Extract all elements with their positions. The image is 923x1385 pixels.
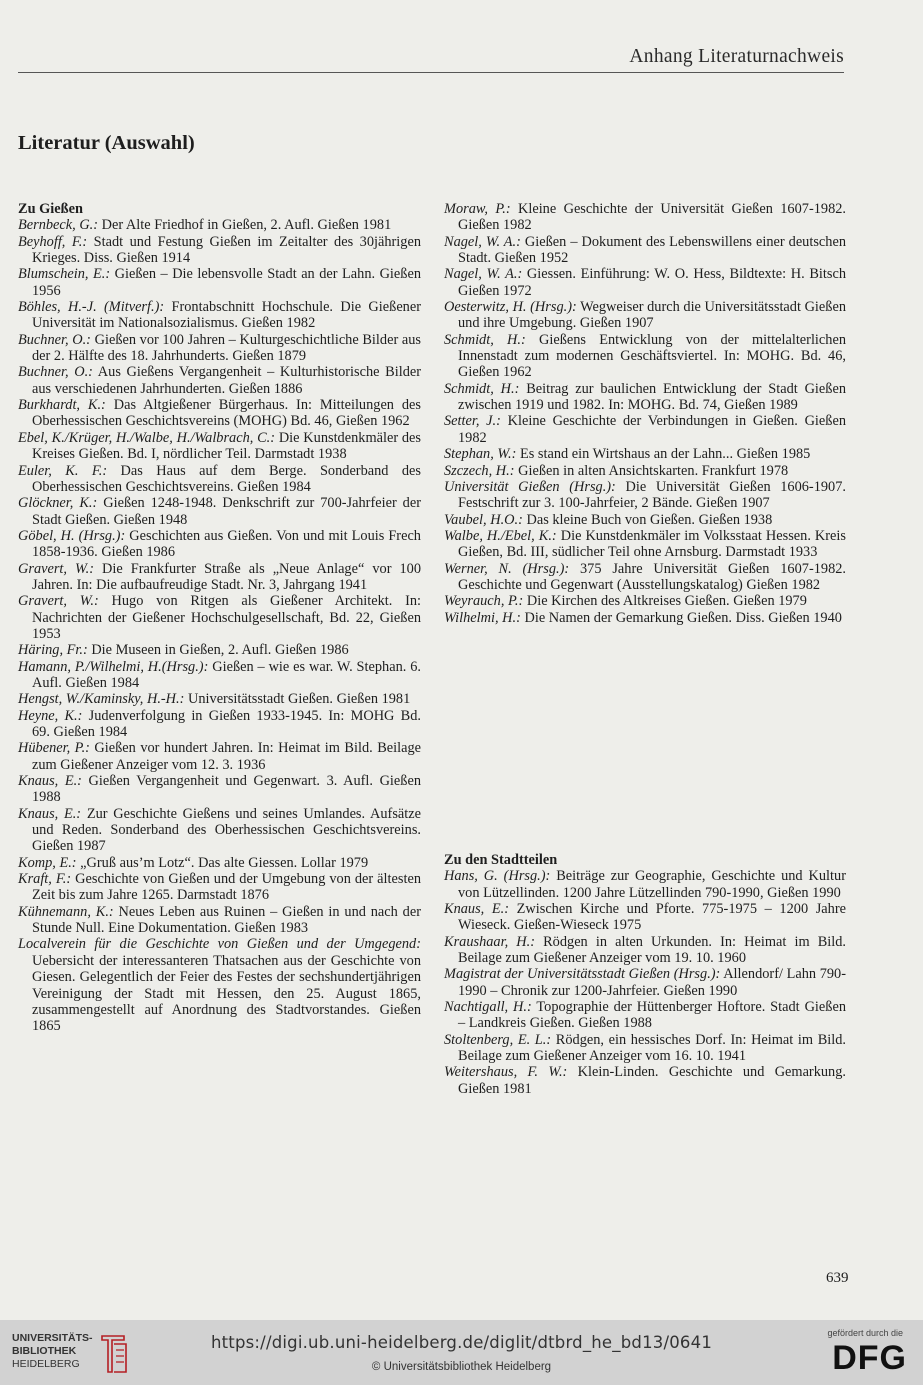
reference-author: Schmidt, H.: — [444, 380, 520, 397]
dfg-logo[interactable]: DFG — [832, 1339, 907, 1377]
reference-text: Zwischen Kirche und Pforte. 775-1975 – 1200 Jahre Wieseck. Gießen-Wieseck 1975 — [458, 901, 846, 934]
reference-author: Ebel, K./Krüger, H./Walbe, H./Walbrach, C.: — [18, 429, 276, 446]
header-rule — [18, 72, 844, 73]
reference-entry — [444, 201, 846, 234]
reference-entry — [444, 381, 846, 414]
reference-entry — [444, 561, 846, 594]
reference-list-giessen-continued — [444, 201, 846, 626]
reference-text: Die Kunstdenkmäler im Volksstaat Hessen. Kreis Gießen, Bd. III, südlicher Teil ohne Arnsburg. Darmstadt 1933 — [458, 527, 846, 561]
reference-text: Geschichte von Gießen und der Umgebung von der ältesten Zeit bis zum Jahre 1265. Darmstadt 1876 — [32, 871, 421, 904]
reference-text: Die Universität Gießen 1606-1907. Festschrift zur 3. 100-Jahrfeier, 2 Bände. Gießen 1907 — [458, 478, 846, 512]
reference-text: Die Museen in Gießen, 2. Aufl. Gießen 1986 — [91, 642, 349, 659]
reference-entry — [18, 691, 421, 707]
reference-author: Stoltenberg, E. L.: — [444, 1031, 552, 1048]
reference-author: Hans, G. (Hrsg.): — [444, 868, 551, 885]
reference-entry — [444, 868, 846, 901]
reference-author: Kraft, F.: — [18, 871, 72, 888]
reference-entry — [18, 234, 421, 267]
reference-text: Das kleine Buch von Gießen. Gießen 1938 — [526, 511, 773, 528]
reference-entry — [18, 463, 421, 496]
reference-entry — [444, 266, 846, 299]
reference-entry — [18, 528, 421, 561]
reference-author: Burkhardt, K.: — [18, 397, 106, 414]
right-column-bottom — [444, 852, 846, 1097]
reference-text: Gießen 1248-1948. Denkschrift zur 700-Jahrfeier der Stadt Gießen. Gießen 1948 — [32, 495, 421, 528]
reference-entry — [444, 234, 846, 267]
reference-author: Wilhelmi, H.: — [444, 609, 521, 626]
copyright-text: © Universitätsbibliothek Heidelberg — [371, 1361, 552, 1373]
reference-author: Nachtigall, H.: — [444, 999, 532, 1016]
reference-text: Die Kunstdenkmäler des Kreises Gießen. Bd. I, nördlicher Teil. Darmstadt 1938 — [32, 429, 421, 463]
reference-author: Stephan, W.: — [444, 446, 517, 463]
section-heading-stadtteile: Zu den Stadtteilen — [444, 852, 558, 868]
reference-author: Blumschein, E.: — [18, 266, 111, 283]
reference-text: 375 Jahre Universität Gießen 1607-1982. Geschichte und Gegenwart (Ausstellungskatalog) Gießen 1982 — [458, 560, 846, 593]
reference-text: Gießen – wie es war. W. Stephan. 6. Aufl. Gießen 1984 — [32, 658, 421, 691]
reference-author: Buchner, O.: — [18, 331, 91, 348]
reference-text: „Gruß aus’m Lotz“. Das alte Giessen. Lollar 1979 — [80, 854, 369, 871]
reference-author: Setter, J.: — [444, 413, 501, 430]
reference-entry — [18, 708, 421, 741]
reference-text: Es stand ein Wirtshaus an der Lahn... Gießen 1985 — [519, 446, 811, 463]
reference-text: Die Namen der Gemarkung Gießen. Diss. Gießen 1940 — [524, 609, 842, 626]
logo-line-1: UNIVERSITÄTS- — [12, 1332, 93, 1344]
reference-entry — [18, 871, 421, 904]
reference-entry — [444, 479, 846, 512]
reference-text: Topographie der Hüttenberger Hoftore. Stadt Gießen – Landkreis Gießen. Gießen 1988 — [458, 999, 846, 1032]
reference-entry — [18, 806, 421, 855]
running-head: Anhang Literaturnachweis — [629, 46, 844, 67]
reference-author: Gravert, W.: — [18, 593, 99, 610]
reference-text: Die Frankfurter Straße als „Neue Anlage“ vor 100 Jahren. In: Die aufbaufreudige Stadt. Nr. 3, Jahrgang 1941 — [32, 560, 422, 593]
reference-author: Oesterwitz, H. (Hrsg.): — [444, 299, 577, 316]
reference-entry — [444, 934, 846, 967]
reference-list-stadtteile — [444, 868, 846, 1097]
reference-entry — [444, 299, 846, 332]
reference-text: Gießen in alten Ansichtskarten. Frankfurt 1978 — [518, 462, 789, 479]
right-column-top — [444, 201, 846, 626]
reference-text: Kleine Geschichte der Verbindungen in Gießen. Gießen 1982 — [458, 413, 846, 446]
reference-text: Stadt und Festung Gießen im Zeitalter des 30jährigen Krieges. Diss. Gießen 1914 — [32, 233, 421, 267]
reference-entry — [444, 446, 846, 462]
reference-entry — [444, 1032, 846, 1065]
reference-entry — [18, 936, 421, 1034]
reference-author: Glöckner, K.: — [18, 495, 98, 512]
reference-entry — [444, 610, 846, 626]
reference-author: Werner, N. (Hrsg.): — [444, 560, 570, 577]
reference-list-giessen — [18, 217, 421, 1034]
reference-entry — [444, 413, 846, 446]
reference-author: Böhles, H.-J. (Mitverf.): — [18, 299, 165, 316]
sponsor-caption: gefördert durch die — [827, 1328, 903, 1338]
reference-text: Gießen – Dokument des Lebenswillens einer deutschen Stadt. Gießen 1952 — [458, 233, 846, 267]
document-url-link[interactable]: https://digi.ub.uni-heidelberg.de/diglit/dtbrd_he_bd13/0641 — [210, 1333, 713, 1352]
page-title: Literatur (Auswahl) — [18, 132, 195, 154]
reference-entry — [444, 966, 846, 999]
reference-entry — [18, 266, 421, 299]
reference-entry — [18, 904, 421, 937]
reference-author: Kraushaar, H.: — [444, 933, 535, 950]
reference-text: Giessen. Einführung: W. O. Hess, Bildtexte: H. Bitsch Gießen 1972 — [458, 266, 846, 299]
reference-entry — [444, 463, 846, 479]
reference-text: Beiträge zur Geographie, Geschichte und Kultur von Lützellinden. 1200 Jahre Lützellinden 790-1990, Gießen 1990 — [458, 868, 846, 901]
reference-entry — [18, 495, 421, 528]
reference-text: Rödgen, ein hessisches Dorf. In: Heimat im Bild. Beilage zum Gießener Anzeiger vom 16. 10. 1941 — [458, 1031, 846, 1065]
reference-author: Hamann, P./Wilhelmi, H.(Hrsg.): — [18, 658, 209, 675]
reference-entry — [18, 364, 421, 397]
reference-text: Neues Leben aus Ruinen – Gießen in und nach der Stunde Null. Eine Dokumentation. Gießen 1983 — [32, 903, 421, 937]
reference-text: Uebersicht der interessanteren Thatsachen aus der Geschichte von Giesen. Gelegentlich der Feier des Festes der sechshundertjährigen Vereinigung der Stadt mit Hessen, den 25. August 1865, zusammengestellt auf Anordnung des Stadtvorstandes. Gießen 1865 — [32, 952, 421, 1035]
reference-author: Buchner, O.: — [18, 364, 93, 381]
reference-text: Gießen vor 100 Jahren – Kulturgeschichtliche Bilder aus der 2. Hälfte des 18. Jahrhunderts. Gießen 1879 — [32, 331, 421, 365]
reference-text: Zur Geschichte Gießens und seines Umlandes. Aufsätze und Reden. Sonderband des Oberhessischen Geschichtsvereins. Gießen 1987 — [32, 805, 421, 855]
reference-author: Walbe, H./Ebel, K.: — [444, 527, 557, 544]
reference-author: Knaus, E.: — [18, 805, 82, 822]
reference-text: Gießen – Die lebensvolle Stadt an der Lahn. Gießen 1956 — [32, 266, 421, 299]
reference-entry — [18, 855, 421, 871]
section-heading-giessen: Zu Gießen — [18, 201, 83, 217]
reference-text: Wegweiser durch die Universitätsstadt Gießen und ihre Umgebung. Gießen 1907 — [458, 299, 846, 332]
reference-entry — [18, 659, 421, 692]
reference-author: Bernbeck, G.: — [18, 217, 99, 234]
reference-text: Aus Gießens Vergangenheit – Kulturhistorische Bilder aus verschiedenen Jahrhunderten. Gießen 1886 — [32, 364, 422, 397]
reference-text: Gießen Vergangenheit und Gegenwart. 3. Aufl. Gießen 1988 — [32, 773, 421, 806]
reference-entry — [18, 430, 421, 463]
reference-author: Magistrat der Universitätsstadt Gießen (Hrsg.): — [444, 966, 721, 983]
logo-line-3: HEIDELBERG — [12, 1358, 80, 1370]
reference-author: Knaus, E.: — [18, 773, 82, 790]
reference-entry — [18, 642, 421, 658]
reference-author: Nagel, W. A.: — [444, 266, 523, 283]
reference-entry — [18, 299, 421, 332]
reference-author: Nagel, W. A.: — [444, 233, 521, 250]
reference-author: Komp, E.: — [18, 854, 77, 871]
reference-text: Hugo von Ritgen als Gießener Architekt. In: Nachrichten der Gießener Hochschulgesellschaft, Bd. 22, Gießen 1953 — [32, 593, 422, 642]
reference-entry — [444, 512, 846, 528]
reference-text: Geschichten aus Gießen. Von und mit Louis Frech 1858-1936. Gießen 1986 — [32, 527, 421, 561]
reference-author: Kühnemann, K.: — [18, 903, 114, 920]
reference-text: Der Alte Friedhof in Gießen, 2. Aufl. Gießen 1981 — [101, 217, 392, 234]
reference-text: Beitrag zur baulichen Entwicklung der Stadt Gießen zwischen 1919 und 1982. In: MOHG. Bd. 74, Gießen 1989 — [458, 380, 846, 414]
reference-text: Frontabschnitt Hochschule. Die Gießener Universität im Nationalsozialismus. Gießen 1982 — [32, 299, 421, 332]
reference-author: Vaubel, H.O.: — [444, 511, 523, 528]
reference-entry — [18, 217, 421, 233]
footer-bar — [0, 1320, 923, 1385]
reference-author: Göbel, H. (Hrsg.): — [18, 527, 126, 544]
reference-author: Localverein für die Geschichte von Gießen und der Umgegend: — [18, 936, 421, 953]
reference-text: Die Kirchen des Altkreises Gießen. Gießen 1979 — [526, 593, 807, 610]
reference-author: Weyrauch, P.: — [444, 593, 524, 610]
reference-entry — [18, 593, 421, 642]
reference-entry — [444, 999, 846, 1032]
reference-entry — [18, 332, 421, 365]
reference-author: Hübener, P.: — [18, 740, 90, 757]
reference-entry — [18, 397, 421, 430]
reference-text: Klein-Linden. Geschichte und Gemarkung. Gießen 1981 — [458, 1064, 846, 1097]
reference-text: Kleine Geschichte der Universität Gießen 1607-1982. Gießen 1982 — [458, 201, 846, 234]
reference-author: Hengst, W./Kaminsky, H.-H.: — [18, 691, 185, 708]
reference-entry — [444, 1064, 846, 1097]
reference-entry — [18, 561, 421, 594]
reference-author: Häring, Fr.: — [18, 642, 88, 659]
reference-entry — [18, 740, 421, 773]
reference-author: Euler, K. F.: — [18, 462, 108, 479]
reference-text: Rödgen in alten Urkunden. In: Heimat im Bild. Beilage zum Gießener Anzeiger vom 19. 10. 1960 — [458, 933, 846, 967]
reference-author: Universität Gießen (Hrsg.): — [444, 478, 616, 495]
left-column — [18, 201, 421, 1035]
reference-entry — [18, 773, 421, 806]
reference-author: Heyne, K.: — [18, 707, 83, 724]
reference-author: Schmidt, H.: — [444, 331, 526, 348]
reference-text: Judenverfolgung in Gießen 1933-1945. In: MOHG Bd. 69. Gießen 1984 — [32, 707, 421, 740]
reference-entry — [444, 593, 846, 609]
reference-text: Universitätsstadt Gießen. Gießen 1981 — [188, 691, 411, 708]
reference-text: Das Haus auf dem Berge. Sonderband des Oberhessischen Geschichtsvereins. Gießen 1984 — [32, 462, 421, 495]
reference-text: Allendorf/ Lahn 790-1990 – Chronik zur 1200-Jahrfeier. Gießen 1990 — [458, 966, 847, 999]
logo-line-2: BIBLIOTHEK — [12, 1345, 77, 1357]
reference-author: Gravert, W.: — [18, 560, 95, 577]
reference-entry — [444, 901, 846, 934]
reference-entry — [444, 332, 846, 381]
reference-author: Weitershaus, F. W.: — [444, 1064, 568, 1081]
reference-entry — [444, 528, 846, 561]
reference-text: Das Altgießener Bürgerhaus. In: Mitteilungen des Oberhessischen Geschichtsvereins (MOHG) Bd. 46, Gießen 1962 — [32, 397, 421, 430]
page-number: 639 — [826, 1270, 849, 1286]
reference-author: Szczech, H.: — [444, 462, 515, 479]
reference-text: Gießen vor hundert Jahren. In: Heimat im Bild. Beilage zum Gießener Anzeiger vom 12. 3. 1936 — [32, 740, 421, 773]
reference-text: Gießens Entwicklung von der mittelalterlichen Innenstadt zum modernen Geschäftsviertel. In: MOHG. Bd. 46, Gießen 1962 — [458, 331, 846, 381]
reference-author: Knaus, E.: — [444, 901, 509, 918]
reference-author: Beyhoff, F.: — [18, 233, 88, 250]
reference-author: Moraw, P.: — [444, 201, 511, 217]
